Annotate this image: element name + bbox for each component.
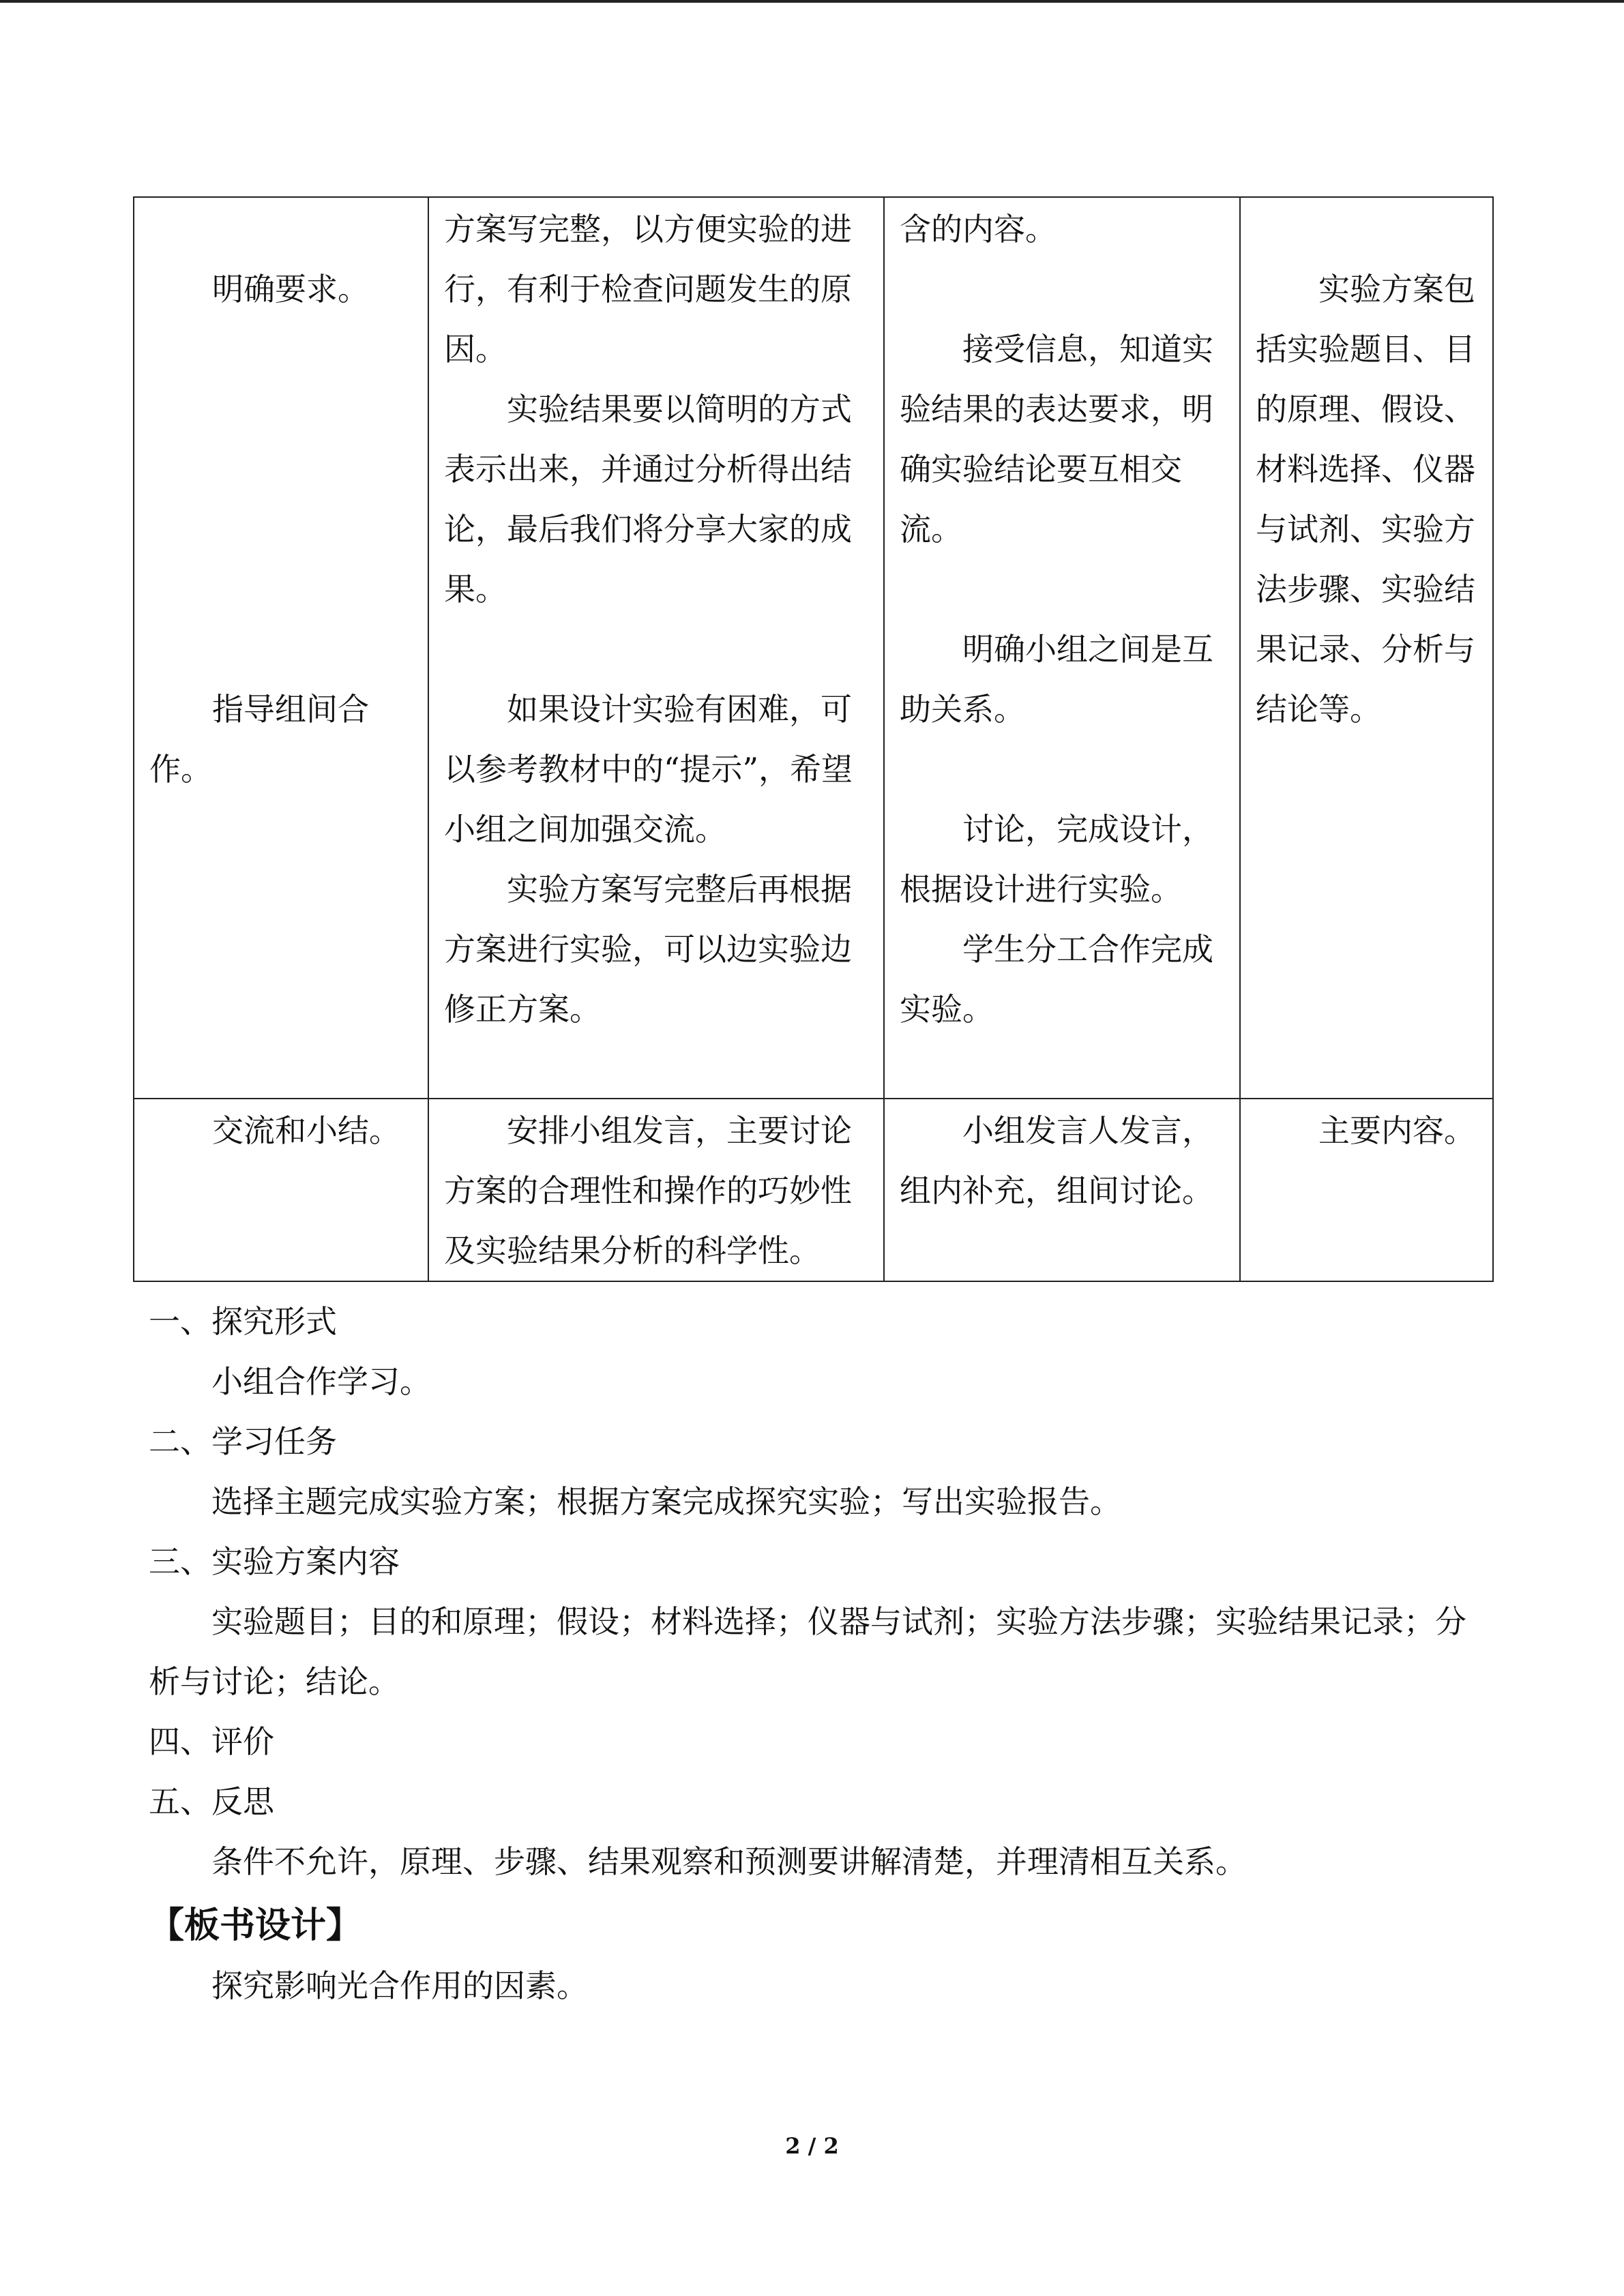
student-para-4: 讨论，完成设计，根据设计进行实验。 — [900, 811, 1213, 908]
spacer — [149, 319, 413, 379]
step-clear-requirements: 明确要求。 — [212, 271, 369, 308]
spacer — [149, 199, 413, 259]
section-body-learning-task: 选择主题完成实验方案；根据方案完成探究实验；写出实验报告。 — [211, 1483, 1121, 1520]
summary-design-cell — [1240, 1099, 1493, 1281]
teacher-para-4: 实验方案写完整后再根据方案进行实验，可以边实验边修正方案。 — [444, 871, 852, 1028]
teacher-para-2: 实验结果要以简明的方式表示出来，并通过分析得出结论，最后我们将分享大家的成果。 — [444, 391, 852, 608]
step-guide-cooperation-line1: 指导组间合 — [212, 691, 369, 728]
spacer — [149, 619, 413, 679]
spacer — [149, 559, 413, 619]
summary-teacher-cell — [428, 1099, 884, 1281]
teacher-step-cell — [134, 197, 428, 1099]
summary-design: 主要内容。 — [1318, 1112, 1475, 1149]
student-para-3: 明确小组之间是互助关系。 — [900, 631, 1213, 728]
section-title-reflection: 五、反思 — [149, 1783, 274, 1820]
spacer — [900, 739, 1224, 799]
spacer — [149, 439, 413, 499]
student-para-1: 含的内容。 — [900, 211, 1057, 248]
summary-student: 小组发言人发言，组内补充，组间讨论。 — [900, 1112, 1213, 1209]
section-title-learning-task: 二、学习任务 — [149, 1423, 337, 1460]
teacher-para-1: 方案写完整，以方便实验的进行，有利于检查问题发生的原因。 — [444, 211, 852, 368]
spacer — [149, 379, 413, 439]
lesson-notes — [149, 1292, 1486, 2016]
spacer — [444, 619, 868, 679]
section-body-reflection: 条件不允许，原理、步骤、结果观察和预测要讲解清楚，并理清相互关系。 — [211, 1843, 1247, 1880]
design-intent-cell — [1240, 197, 1493, 1099]
spacer — [900, 259, 1224, 319]
spacer — [149, 499, 413, 559]
spacer — [1256, 199, 1477, 259]
lesson-table — [133, 196, 1494, 1282]
section-title-evaluation: 四、评价 — [149, 1723, 274, 1760]
board-design-heading: 【板书设计】 — [149, 1905, 362, 1946]
design-para-1: 实验方案包括实验题目、目的原理、假设、材料选择、仪器与试剂、实验方法步骤、实验结果记录、分析与结论等。 — [1256, 271, 1475, 728]
teacher-para-3: 如果设计实验有困难，可以参考教材中的“提示”，希望小组之间加强交流。 — [444, 691, 853, 848]
section-title-inquiry-form: 一、探究形式 — [149, 1303, 337, 1340]
section-body-plan-content: 实验题目；目的和原理；假设；材料选择；仪器与试剂；实验方法步骤；实验结果记录；分析与讨论；结论。 — [149, 1603, 1466, 1700]
page-top-rule — [0, 0, 1624, 3]
section-body-inquiry-form: 小组合作学习。 — [211, 1363, 431, 1400]
board-design-body: 探究影响光合作用的因素。 — [211, 1967, 588, 2004]
student-para-2: 接受信息，知道实验结果的表达要求，明确实验结论要互相交流。 — [900, 331, 1213, 548]
student-activity-cell — [884, 197, 1240, 1099]
section-title-plan-content: 三、实验方案内容 — [149, 1543, 400, 1580]
spacer — [900, 559, 1224, 619]
summary-teacher: 安排小组发言，主要讨论方案的合理性和操作的巧妙性及实验结果分析的科学性。 — [444, 1112, 852, 1269]
student-para-5: 学生分工合作完成实验。 — [900, 931, 1213, 1028]
summary-step: 交流和小结。 — [212, 1112, 400, 1149]
summary-student-cell — [884, 1099, 1240, 1281]
step-guide-cooperation-line2: 作。 — [149, 751, 212, 788]
table-row — [134, 197, 1493, 1099]
summary-step-cell — [134, 1099, 428, 1281]
teacher-activity-cell — [428, 197, 884, 1099]
table-row — [134, 1099, 1493, 1281]
page-number: 2 / 2 — [785, 2133, 839, 2159]
